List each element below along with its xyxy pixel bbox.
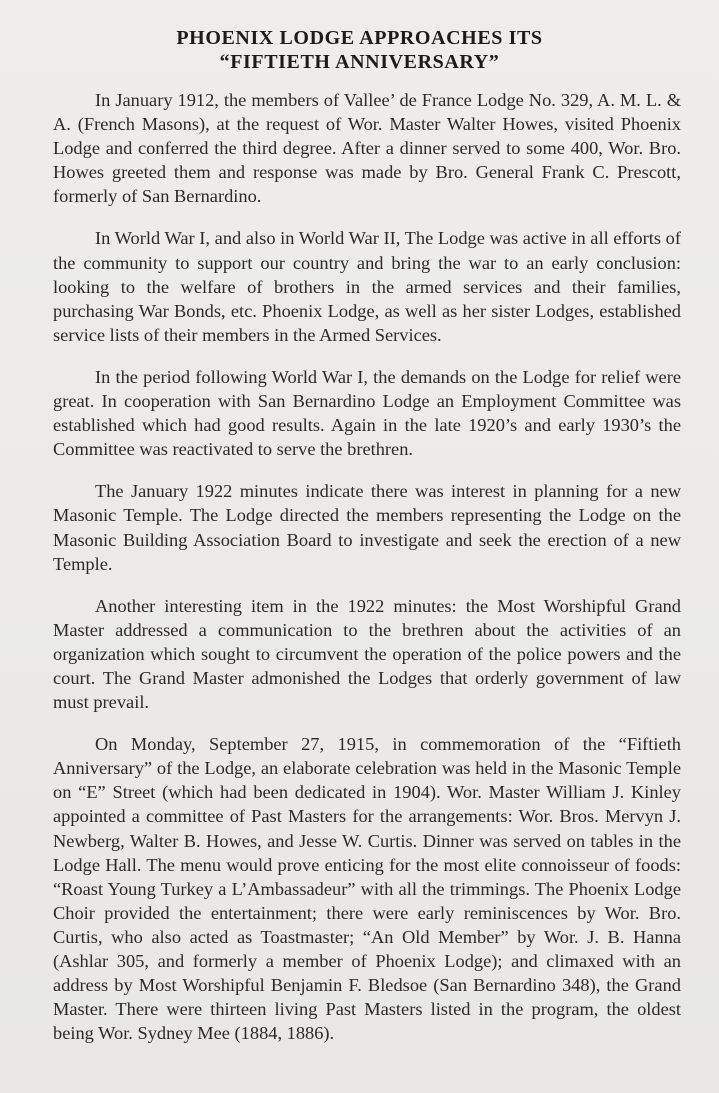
paragraph-new-temple: The January 1922 minutes indicate there was interest in planning for a new Masonic Temple. The Lodge directed the members representing the Lodge on the Masonic Building Association Board to investigate and seek the erection of a new Temple. bbox=[53, 481, 681, 574]
paragraph-french-masons-visit: In January 1912, the members of Vallee’ de France Lodge No. 329, A. M. L. & A. (French Masons), at the request of Wor. Master Walter Howes, visited Phoenix Lodge and conferred the third degree. After a dinner served to some 400, Wor. Bro. Howes greeted them and response was made by Bro. General Frank C. Prescott, formerly of San Bernardino. bbox=[53, 90, 681, 207]
paragraph-fiftieth-anniversary: On Monday, September 27, 1915, in commemoration of the “Fiftieth Anniversary” of the Lodge, an elaborate celebration was held in the Masonic Temple on “E” Street (which had been dedicated in 1904). Wor. Master William J. Kinley appointed a committee of Past Masters for the arrangements: Wor. Bros. Mervyn J. Newberg, Walter B. Howes, and Jesse W. Curtis. Dinner was served on tables in the Lodge Hall. The menu would prove enticing for the most elite connoisseur of foods: “Roast Young Turkey a L’Ambassadeur” with all the trimmings. The Phoenix Lodge Choir provided the entertainment; there were early reminiscences by Wor. Bro. Curtis, who also acted as Toastmaster; “An Old Member” by Wor. J. B. Hanna (Ashlar 305, and formerly a member of Phoenix Lodge); and climaxed with an address by Most Worshipful Benjamin F. Bledsoe (San Bernardino 348), the Grand Master. There were thirteen living Past Masters listed in the program, the oldest being Wor. Sydney Mee (1884, 1886). bbox=[53, 734, 681, 1044]
paragraph-grand-master: Another interesting item in the 1922 minutes: the Most Worshipful Grand Master addressed a communication to the brethren about the activities of an organization which sought to circumvent the operation of the police powers and the court. The Grand Master admonished the Lodges that orderly government of law must prevail. bbox=[53, 595, 681, 713]
title-line-2: “FIFTIETH ANNIVERSARY” bbox=[219, 51, 500, 73]
paragraph-world-wars: In World War I, and also in World War II, The Lodge was active in all efforts of the community to support our country and bring the war to an early conclusion: looking to the welfare of brothers in the armed services and their families, purchasing War Bonds, etc. Phoenix Lodge, as well as her sister Lodges, established service lists of their members in the Armed Services. bbox=[53, 228, 681, 345]
title-line-1: PHOENIX LODGE APPROACHES ITS bbox=[176, 27, 543, 49]
page-title bbox=[0, 26, 719, 74]
paragraph-employment-committee: In the period following World War I, the demands on the Lodge for relief were great. In cooperation with San Bernardino Lodge an Employment Committee was established which had good results. Again in the late 1920’s and early 1930’s the Committee was reactivated to serve the brethren. bbox=[53, 366, 681, 460]
article-body bbox=[53, 88, 681, 1045]
